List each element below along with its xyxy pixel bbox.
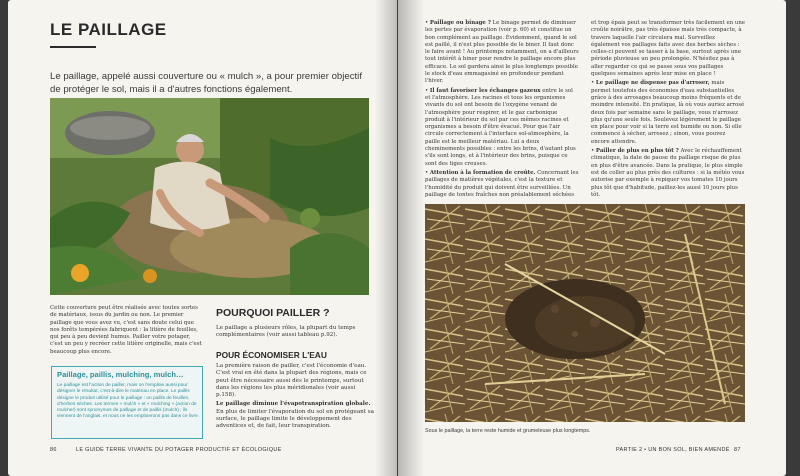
section-column <box>216 325 374 342</box>
definition-box <box>51 366 203 439</box>
right-column-2 <box>591 20 745 201</box>
left-page-number: 86 <box>50 447 57 453</box>
right-page-number: 87 <box>734 447 741 453</box>
chapter-title: LE PAILLAGE <box>50 20 167 39</box>
mulch-soil-photo <box>425 204 745 422</box>
subsection-title: POUR ÉCONOMISER L'EAU <box>216 350 327 360</box>
photo-caption: Sous le paillage, la terre reste humide et grumeleuse plus longtemps. <box>425 428 591 434</box>
bullet-paragraph <box>216 401 374 430</box>
right-column-1 <box>425 20 579 201</box>
subsection-column <box>216 363 374 433</box>
left-page <box>8 0 397 476</box>
intro-column <box>50 305 202 358</box>
right-page <box>398 0 786 476</box>
definition-box-title: Paillage, paillis, mulching, mulch… <box>57 370 184 379</box>
col1-para-1: • Paillage ou binage ? Le binage permet de diminuer les pertes par évaporation (voir p. 60) et constitue un bon complément au paillage. Évidemment, quand le sol est paillé, il n'est plus possible de le biner. Il faut donc le faire avant ! Au printemps notamment, on a d'ailleurs tout intérêt à biner pour rendre le paillage encore plus efficace. Le sol gardera ainsi le plus longtemps possible le stock d'eau emmagasiné en profondeur pendant l'hiver. <box>425 20 579 85</box>
bullet-heading: Le paillage diminue l'évapotranspiration globale. <box>216 401 371 408</box>
intro-text: Cette couverture peut être réalisée avec toutes sortes de matériaux, issus du jardin ou non. Le premier paillage que vous avez vu, c'est sans doute celui que nos forêts tempérées fabriquent : la litière de feuilles, qui peu à peu devient humus. Pailler votre potager, c'est un peu y recréer cette litière originelle, mais c'est beaucoup plus encore. <box>50 305 202 355</box>
left-gutter-shadow <box>375 0 397 476</box>
definition-box-text: Le paillage est l'action de pailler, mais on l'emploie aussi pour désigner le résultat, c'est-à-dire le matériau en place. Le paillis désigne le produit utilisé pour le paillage : un paillis de feuilles, d'herbes sèches. Les termes « mulch » et « mulching » (action de mulcher) sont synonymes de paillage et de paillis (mulch) ; ils viennent de l'anglais, et nous ne les emploierons pas dans ce livre. <box>57 383 199 420</box>
bullet-text: En plus de limiter l'évaporation du sol en protégeant sa surface, le paillage limite le développement des adventices et, de fait, leur transpiration. <box>216 408 375 430</box>
section-title: POURQUOI PAILLER ? <box>216 307 330 319</box>
col2-para-2: • Le paillage ne dispense pas d'arroser, mais permet toutefois des économies d'eau substantielles grâce à des arrosages beaucoup moins fréquents et de moindre intensité. En pratique, là où vous auriez arrosé deux fois par semaine sans le paillage, vous n'arrosez plus qu'une seule fois. Soulevez légèrement le paillage en place pour voir si la terre est humide ou non. Si elle commence à sécher, arrosez ; sinon, vous pouvez encore attendre. <box>591 80 745 145</box>
right-gutter-shadow <box>398 0 424 476</box>
col2-para-3: • Pailler de plus en plus tôt ? Avec le réchauffement climatique, la date de pause du paillage risque de plus en plus d'être avancée. Dans la pratique, le plus simple est de coller au plus près des cultures : si la météo vous autorise par exemple à repiquer vos tomates 10 jours plus tôt que d'habitude, paillez-les aussi 10 jours plus tôt. <box>591 148 745 198</box>
left-running-head: LE GUIDE TERRE VIVANTE DU POTAGER PRODUCTIF ET ÉCOLOGIQUE <box>76 447 282 453</box>
lead-paragraph: Le paillage, appelé aussi couverture ou « mulch », a pour premier objectif de protéger le sol, mais il a d'autres fonctions également. <box>50 71 362 95</box>
gardener-photo <box>50 98 369 295</box>
col2-para-1: et trop épais peut se transformer très facilement en une croûte noirâtre, pas très épaisse mais très compacte, à travers laquelle l'air circulera mal. Surveillez également vos paillages faits avec des herbes sèches : celles-ci peuvent se tasser à la base, surtout après une période pluvieuse un peu prolongée. N'hésitez pas à aller regarder ce qui se passe sous vos paillages quelques semaines après leur mise en place ! <box>591 20 745 78</box>
col1-para-2: • Il faut favoriser les échanges gazeux entre le sol et l'atmosphère. Les racines et tous les organismes vivants du sol ont besoin de l'oxygène venant de l'atmosphère pour respirer, et le gaz carbonique produit à l'intérieur du sol par ces mêmes racines et organismes a besoin d'être évacué. Pour que l'air circule correctement à l'interface sol-atmosphère, la paille est le meilleur matériau. Lui a deux cheminements possibles : entre les brins, d'autant plus s'ils sont longs, et à l'intérieur des brins, puisque ce sont des tiges creuses. <box>425 87 576 167</box>
section-text: Le paillage a plusieurs rôles, la plupart du temps complémentaires (voir aussi tableau p.92). <box>216 325 356 339</box>
col1-para-3: • Attention à la formation de croûte. Concernant les paillages de matières végétales, c'est la texture et l'humidité du produit qui doivent être surveillées. Un paillage de tontes fraîches non préalablement séchées <box>425 169 579 198</box>
title-rule <box>50 46 96 48</box>
right-running-head: PARTIE 2 • UN BON SOL, BIEN AMENDÉ <box>616 447 730 453</box>
subsection-text: La première raison de pailler, c'est l'économie d'eau. C'est vrai en été dans la plupart des régions, mais ce peut être nécessaire aussi dès le printemps, surtout dans les régions les plus méridionales (voir aussi p.158). <box>216 363 367 399</box>
